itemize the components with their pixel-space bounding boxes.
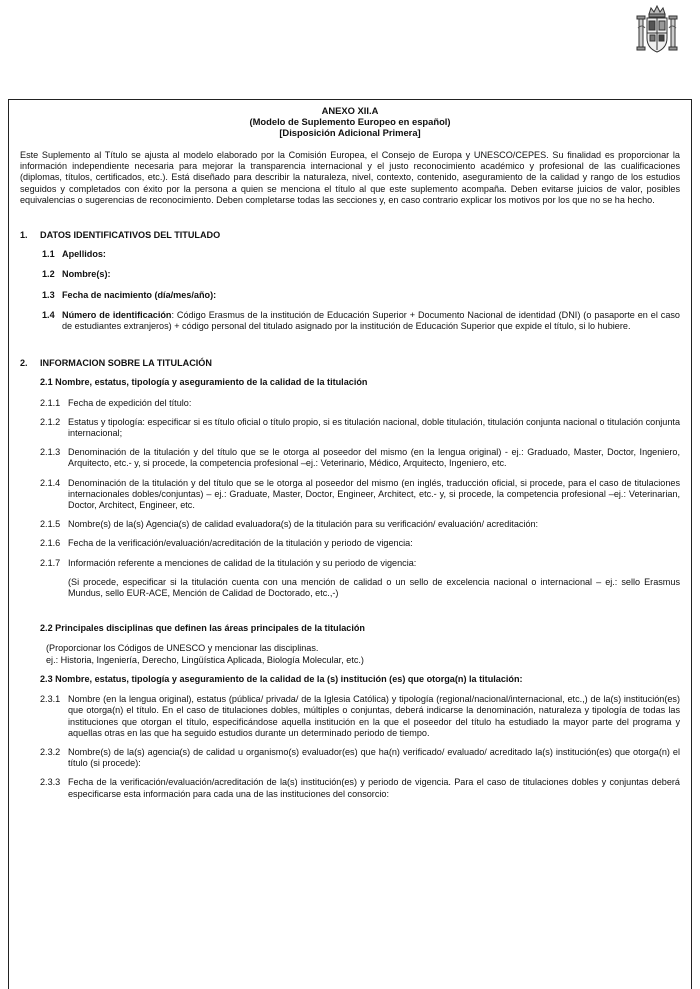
subsection-2-2-heading: 2.2 Principales disciplinas que definen las áreas principales de la titulación bbox=[40, 623, 365, 634]
field-label: Número de identificación bbox=[62, 309, 172, 320]
note-line: ej.: Historia, Ingeniería, Derecho, Lingüística Aplicada, Biología Molecular, etc.) bbox=[46, 654, 364, 665]
field-number: 1.4 bbox=[42, 309, 55, 320]
section-2-heading bbox=[20, 358, 680, 369]
subsection-2-2-note bbox=[46, 643, 680, 665]
field-description: : Código Erasmus de la institución de Educación Superior + Documento Nacional de identidad (DNI) (o pasaporte en el caso de estudiantes extranjeros) + código personal del titulado asignado por la institución de Educación Superior que expide el título, si lo hubiere. bbox=[62, 309, 680, 332]
field-birthdate bbox=[20, 290, 680, 301]
item-2-1-6 bbox=[40, 538, 680, 549]
item-2-1-7-note: (Si procede, especificar si la titulación cuenta con una mención de calidad o un sello de excelencia nacional o internacional – ej.: sello Erasmus Mundus, sello EUR-ACE, Mención de Calidad de Doctorado, etc.,-) bbox=[68, 576, 680, 599]
item-text: Nombre(s) de la(s) agencia(s) de calidad u organismo(s) evaluador(es) que ha(n) verificado/ evaluado/ acreditado la(s) institución(es) que otorga(n) el título (si procede): bbox=[68, 746, 680, 769]
item-text: Información referente a menciones de calidad de la titulación y su periodo de vigencia: bbox=[68, 557, 417, 568]
annex-header bbox=[20, 105, 680, 138]
item-text: Nombre(s) de la(s) Agencia(s) de calidad evaluadora(s) de la titulación para su verificación/ evaluación/ acreditación: bbox=[68, 519, 539, 530]
field-label: Apellidos: bbox=[62, 249, 106, 260]
spanish-coat-of-arms-icon bbox=[636, 4, 678, 56]
item-number: 2.3.3 bbox=[40, 777, 61, 788]
field-label: Nombre(s): bbox=[62, 269, 111, 280]
field-number: 1.3 bbox=[42, 289, 55, 300]
annex-provision: [Disposición Adicional Primera] bbox=[279, 127, 421, 138]
field-label: Fecha de nacimiento (día/mes/año): bbox=[62, 289, 217, 300]
item-text: Denominación de la titulación y del título que se le otorga al poseedor del mismo (en la lengua original) - ej.: Graduado, Master, Doctor, Ingeniero, Arquitecto, etc.- y, si procede, la competencia profesional –ej.: Veterinario, Médico, Arquitecto, Ingeniero, etc. bbox=[68, 447, 680, 469]
item-text: Fecha de la verificación/evaluación/acreditación de la titulación y periodo de vigencia: bbox=[68, 538, 413, 549]
item-2-1-7 bbox=[40, 558, 680, 569]
item-2-3-3 bbox=[40, 777, 680, 799]
section-1-heading bbox=[20, 230, 680, 241]
item-2-3-1 bbox=[40, 694, 680, 739]
item-number: 2.1.7 bbox=[40, 557, 61, 568]
item-number: 2.1.3 bbox=[40, 447, 61, 458]
section-number: 2. bbox=[20, 358, 28, 369]
field-identification bbox=[20, 310, 680, 332]
item-2-3-2 bbox=[40, 747, 680, 769]
section-title: INFORMACION SOBRE LA TITULACIÓN bbox=[40, 358, 212, 369]
item-text: Estatus y tipología: especificar si es título oficial o título propio, si es titulación nacional, doble titulación, titulación conjunta nacional o titulación conjunta internacional; bbox=[68, 416, 680, 439]
item-2-1-5 bbox=[40, 519, 680, 530]
annex-title: ANEXO XII.A bbox=[321, 105, 379, 116]
subsection-2-3-heading: 2.3 Nombre, estatus, tipología y aseguramiento de la calidad de la (s) institución (es) que otorga(n) la titulación: bbox=[40, 673, 523, 684]
item-text: Denominación de la titulación y del título que se le otorga al poseedor del mismo (en inglés, traducción oficial, si procede, para el caso de titulaciones internacionales dobles/conjuntas) – ej.: Graduate, Master, Doctor, Engineer, Architect, etc.- y, si procede, la competencia profesional –ej.: Veterinarian, Doctor, Architect, Engineer, etc. bbox=[68, 477, 680, 511]
note-line: (Proporcionar los Códigos de UNESCO y mencionar las disciplinas. bbox=[46, 643, 319, 654]
annex-subtitle: (Modelo de Suplemento Europeo en español) bbox=[249, 116, 451, 127]
item-number: 2.3.1 bbox=[40, 694, 61, 705]
item-number: 2.3.2 bbox=[40, 746, 61, 757]
item-number: 2.1.1 bbox=[40, 397, 61, 408]
section-number: 1. bbox=[20, 230, 28, 241]
item-number: 2.1.6 bbox=[40, 538, 61, 549]
item-number: 2.1.4 bbox=[40, 477, 61, 488]
item-2-1-1 bbox=[40, 398, 680, 409]
item-2-1-3 bbox=[40, 447, 680, 469]
item-number: 2.1.2 bbox=[40, 416, 61, 427]
field-name bbox=[20, 269, 680, 280]
field-number: 1.2 bbox=[42, 269, 55, 280]
section-title: DATOS IDENTIFICATIVOS DEL TITULADO bbox=[40, 230, 221, 241]
intro-paragraph: Este Suplemento al Título se ajusta al modelo elaborado por la Comisión Europea, el Consejo de Europa y UNESCO/CEPES. Su finalidad es proporcionar la información independiente necesaria para mejorar la transparencia internacional y el justo reconocimiento académico y profesional de las cualificaciones (diplomas, títulos, certificados, etc.). Está diseñado para describir la naturaleza, nivel, contexto, contenido, aseguramiento de la calidad y rango de los estudios seguidos y completados con éxito por la persona a quien se menciona el título al que este suplemento acompaña. Deben evitarse juicios de valor, posibles equivalencias o sugerencias de reconocimiento. Deben completarse todas las secciones y, en caso contrario explicar los motivos por los que no se ha hecho. bbox=[20, 150, 680, 205]
item-number: 2.1.5 bbox=[40, 519, 61, 530]
subsection-2-1-heading: 2.1 Nombre, estatus, tipología y aseguramiento de la calidad de la titulación bbox=[40, 377, 368, 388]
field-number: 1.1 bbox=[42, 249, 55, 260]
item-text: Fecha de expedición del título: bbox=[68, 397, 192, 408]
field-surname bbox=[20, 249, 680, 260]
document-body bbox=[20, 105, 680, 808]
item-2-1-4 bbox=[40, 478, 680, 512]
item-text: Nombre (en la lengua original), estatus (pública/ privada/ de la Iglesia Católica) y tipología (regional/nacional/internacional, etc.,) de la(s) institución(es) que otorga(n) el título. En el caso de titulaciones dobles, múltiples o conjuntas, deberá indicarse la denominación, naturaleza y tipología de todas las instituciones que otorgan el título, especificándose aquella institución en la que el poseedor del título ha estudiado la mayor parte del programa y aquellas otras en las que ha seguido estudios durante un determinado periodo de tiempo. bbox=[68, 694, 680, 738]
item-text: Fecha de la verificación/evaluación/acreditación de la(s) institución(es) y periodo de vigencia. Para el caso de titulaciones dobles y conjuntas deberá especificarse esta información para cada una de las instituciones del consorcio: bbox=[68, 777, 680, 799]
item-2-1-2 bbox=[40, 417, 680, 439]
